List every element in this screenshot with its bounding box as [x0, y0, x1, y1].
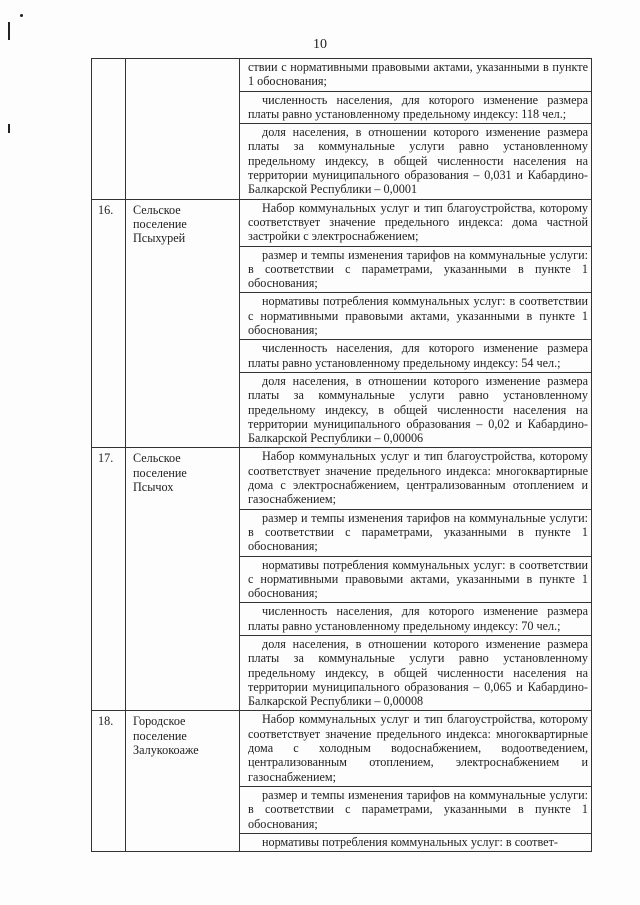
settlement-name-line: Псычох [133, 480, 174, 495]
table-row [92, 59, 592, 200]
settlement-name-cell [126, 711, 240, 852]
row-number-cell [92, 59, 126, 200]
description-paragraph: численность населения, для которого изменение размера платы равно установленному предельному индексу: 118 чел.; [240, 92, 591, 125]
description-paragraph: доля населения, в отношении которого изменение размера платы за коммунальные услуги равно установленному предельному индексу, в общей численности населения на территории муниципального образования – 0,065 и Кабардино-Балкарской Республики – 0,00008 [248, 636, 588, 709]
settlement-name-cell [126, 59, 240, 200]
description-cell [240, 448, 592, 711]
description-paragraph: нормативы потребления коммунальных услуг: в соответствии с нормативными правовыми актами, указанными в пункте 1 обоснования; [240, 293, 591, 340]
settlement-name-line: поселение [133, 728, 187, 743]
settlement-name-line: Псыхурей [133, 231, 186, 246]
scan-mark [20, 14, 23, 17]
table-row [92, 199, 592, 448]
settlement-name-line: Сельское [133, 451, 181, 466]
page-number: 10 [313, 37, 327, 52]
settlement-name-cell [126, 448, 240, 711]
table-row [92, 448, 592, 711]
scan-mark [8, 124, 10, 133]
row-number-cell: 18. [92, 711, 126, 852]
description-paragraph: Набор коммунальных услуг и тип благоустройства, которому соответствует значение предельного индекса: дома частной застройки с электроснабжением; [240, 200, 591, 247]
description-paragraph: Набор коммунальных услуг и тип благоустройства, которому соответствует значение предельного индекса: многоквартирные дома с электроснабжением, централизованным отоплением и газоснабжением; [240, 448, 591, 509]
description-paragraph: размер и темпы изменения тарифов на коммунальные услуги: в соответствии с параметрами, указанными в пункте 1 обоснования; [240, 247, 591, 294]
settlement-name-cell [126, 199, 240, 448]
description-paragraph: доля населения, в отношении которого изменение размера платы за коммунальные услуги равно установленному предельному индексу, в общей численности населения на территории муниципального образования – 0,031 и Кабардино-Балкарской Республики – 0,0001 [248, 125, 588, 197]
settlement-name-line: поселение [133, 216, 187, 231]
settlement-name-line: поселение [133, 465, 187, 480]
description-paragraph: нормативы потребления коммунальных услуг: в соответствии с нормативными правовыми актами, указанными в пункте 1 обоснования; [240, 557, 591, 604]
settlements-table [91, 58, 592, 852]
description-cell [240, 59, 592, 200]
table-row [92, 711, 592, 852]
settlement-name-line: Сельское [133, 202, 181, 217]
description-cell [240, 199, 592, 448]
settlement-name-line: Городское [133, 714, 186, 729]
description-paragraph: ствии с нормативными правовыми актами, указанными в пункте 1 обоснования; [240, 59, 591, 92]
description-paragraph: численность населения, для которого изменение размера платы равно установленному предельному индексу: 70 чел.; [240, 603, 591, 636]
description-paragraph: численность населения, для которого изменение размера платы равно установленному предельному индексу: 54 чел.; [240, 340, 591, 373]
scan-mark [8, 22, 10, 40]
description-paragraph: размер и темпы изменения тарифов на коммунальные услуги: в соответствии с параметрами, указанными в пункте 1 обоснования; [240, 787, 591, 834]
description-paragraph: доля населения, в отношении которого изменение размера платы за коммунальные услуги равно установленному предельному индексу, в общей численности населения на территории муниципального образования – 0,02 и Кабардино-Балкарской Республики – 0,00006 [248, 373, 588, 446]
description-paragraph: Набор коммунальных услуг и тип благоустройства, которому соответствует значение предельного индекса: многоквартирные дома с холодным водоснабжением, водоотведением, централизованным отоплением, электроснабжением и газоснабжением; [240, 711, 591, 786]
settlement-name-line: Залукокоаже [133, 743, 199, 758]
description-paragraph: нормативы потребления коммунальных услуг: в соответ- [262, 834, 558, 849]
row-number-cell: 16. [92, 199, 126, 448]
description-paragraph: размер и темпы изменения тарифов на коммунальные услуги: в соответствии с параметрами, указанными в пункте 1 обоснования; [240, 510, 591, 557]
row-number-cell: 17. [92, 448, 126, 711]
description-cell [240, 711, 592, 852]
